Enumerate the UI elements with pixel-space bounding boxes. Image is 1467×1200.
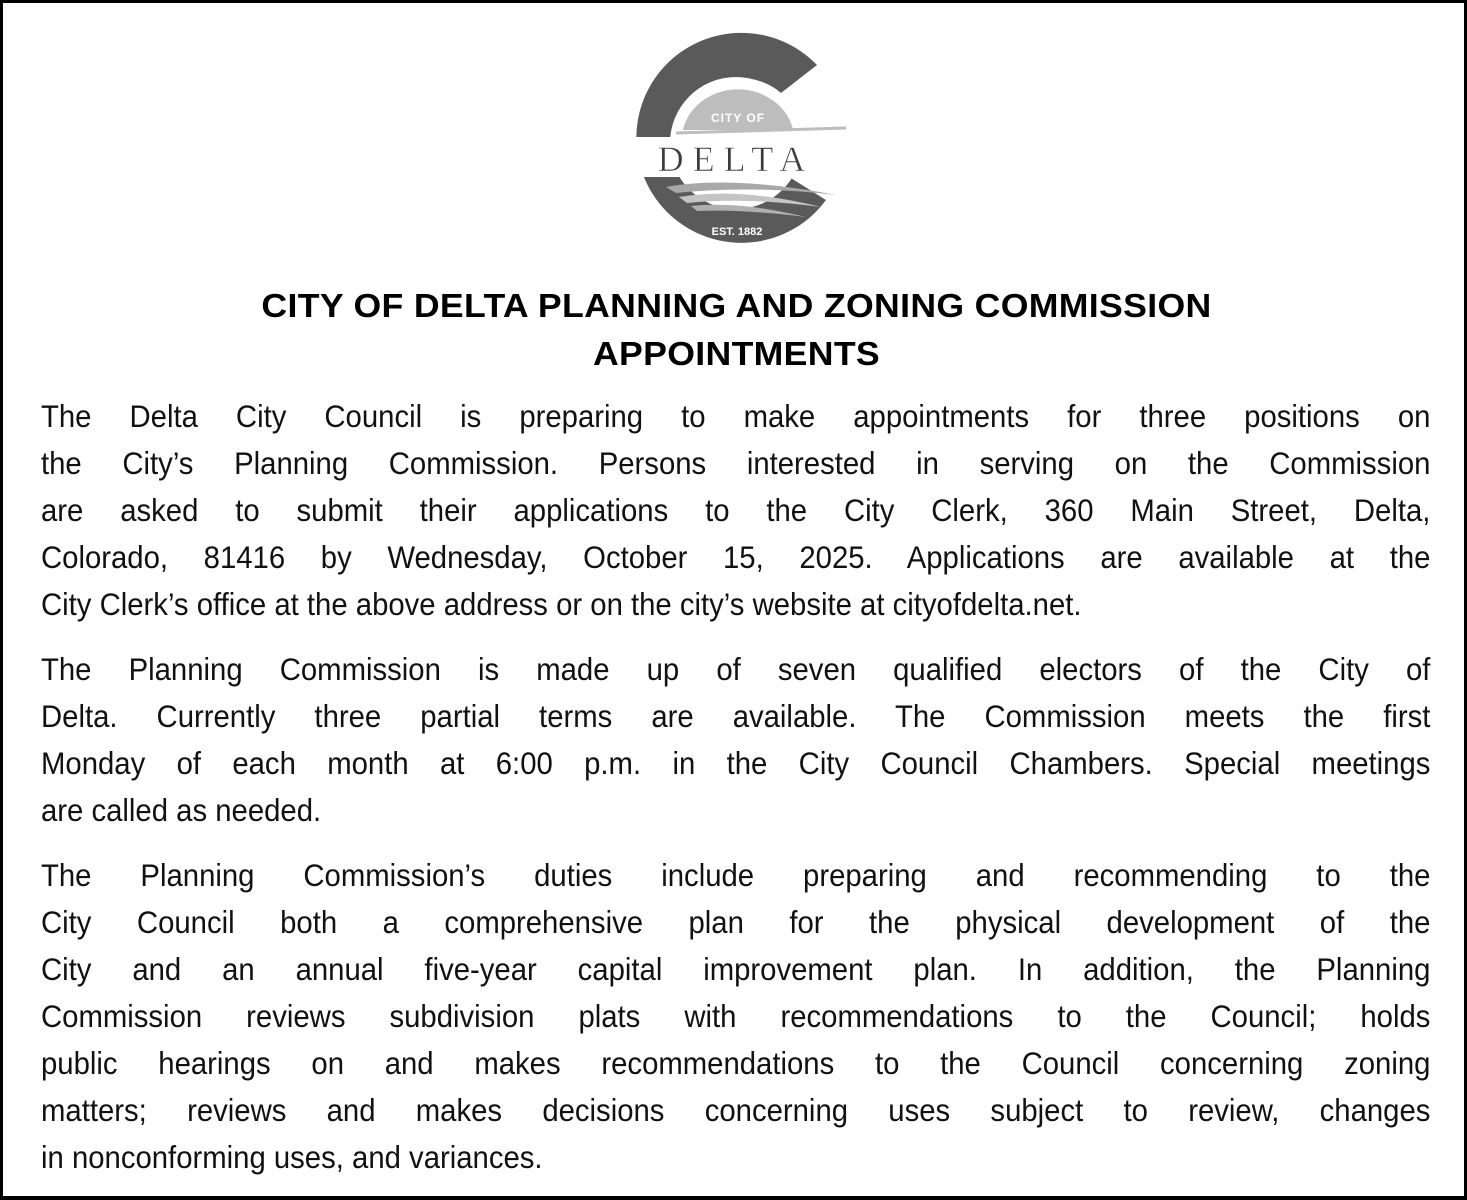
- paragraph-line: The Planning Commission’s duties include preparing and recommending to the: [41, 857, 1431, 893]
- notice-title: CITY OF DELTA PLANNING AND ZONING COMMISSION: [261, 287, 1212, 324]
- logo-top-text: CITY OF: [710, 111, 766, 125]
- paragraph-applications: [41, 393, 1431, 628]
- paragraph-line: public hearings on and makes recommendations to the Council concerning zoning: [41, 1045, 1431, 1081]
- paragraph-line: matters; reviews and makes decisions concerning uses subject to review, changes: [41, 1092, 1431, 1128]
- logo-established: EST. 1882: [711, 226, 763, 238]
- paragraph-line: The Delta City Council is preparing to make appointments for three positions on: [41, 398, 1431, 434]
- paragraph-line: The Planning Commission is made up of seven qualified electors of the City of: [41, 651, 1431, 687]
- paragraph-line: are called as needed.: [41, 792, 322, 828]
- notice-title-line2: APPOINTMENTS: [592, 335, 881, 372]
- logo-name: DELTA: [657, 139, 815, 179]
- paragraph-line: City Clerk’s office at the above address or on the city’s website at cityofdelta.net.: [41, 586, 1082, 622]
- paragraph-duties: [41, 852, 1431, 1181]
- paragraph-line: Monday of each month at 6:00 p.m. in the City Council Chambers. Special meetings: [41, 745, 1431, 781]
- paragraph-line: Delta. Currently three partial terms are available. The Commission meets the first: [41, 698, 1431, 734]
- paragraph-line: Colorado, 81416 by Wednesday, October 15, 2025. Applications are available at the: [41, 539, 1431, 575]
- paragraph-line: are asked to submit their applications to the City Clerk, 360 Main Street, Delta,: [41, 492, 1431, 528]
- paragraph-line: City Council both a comprehensive plan for the physical development of the: [41, 904, 1431, 940]
- paragraph-line: in nonconforming uses, and variances.: [41, 1139, 543, 1175]
- paragraph-composition: [41, 646, 1431, 834]
- city-of-delta-logo: [621, 25, 851, 255]
- paragraph-line: Commission reviews subdivision plats with recommendations to the Council; holds: [41, 998, 1431, 1034]
- paragraph-line: the City’s Planning Commission. Persons interested in serving on the Commission: [41, 445, 1431, 481]
- paragraph-line: City and an annual five-year capital improvement plan. In addition, the Planning: [41, 951, 1431, 987]
